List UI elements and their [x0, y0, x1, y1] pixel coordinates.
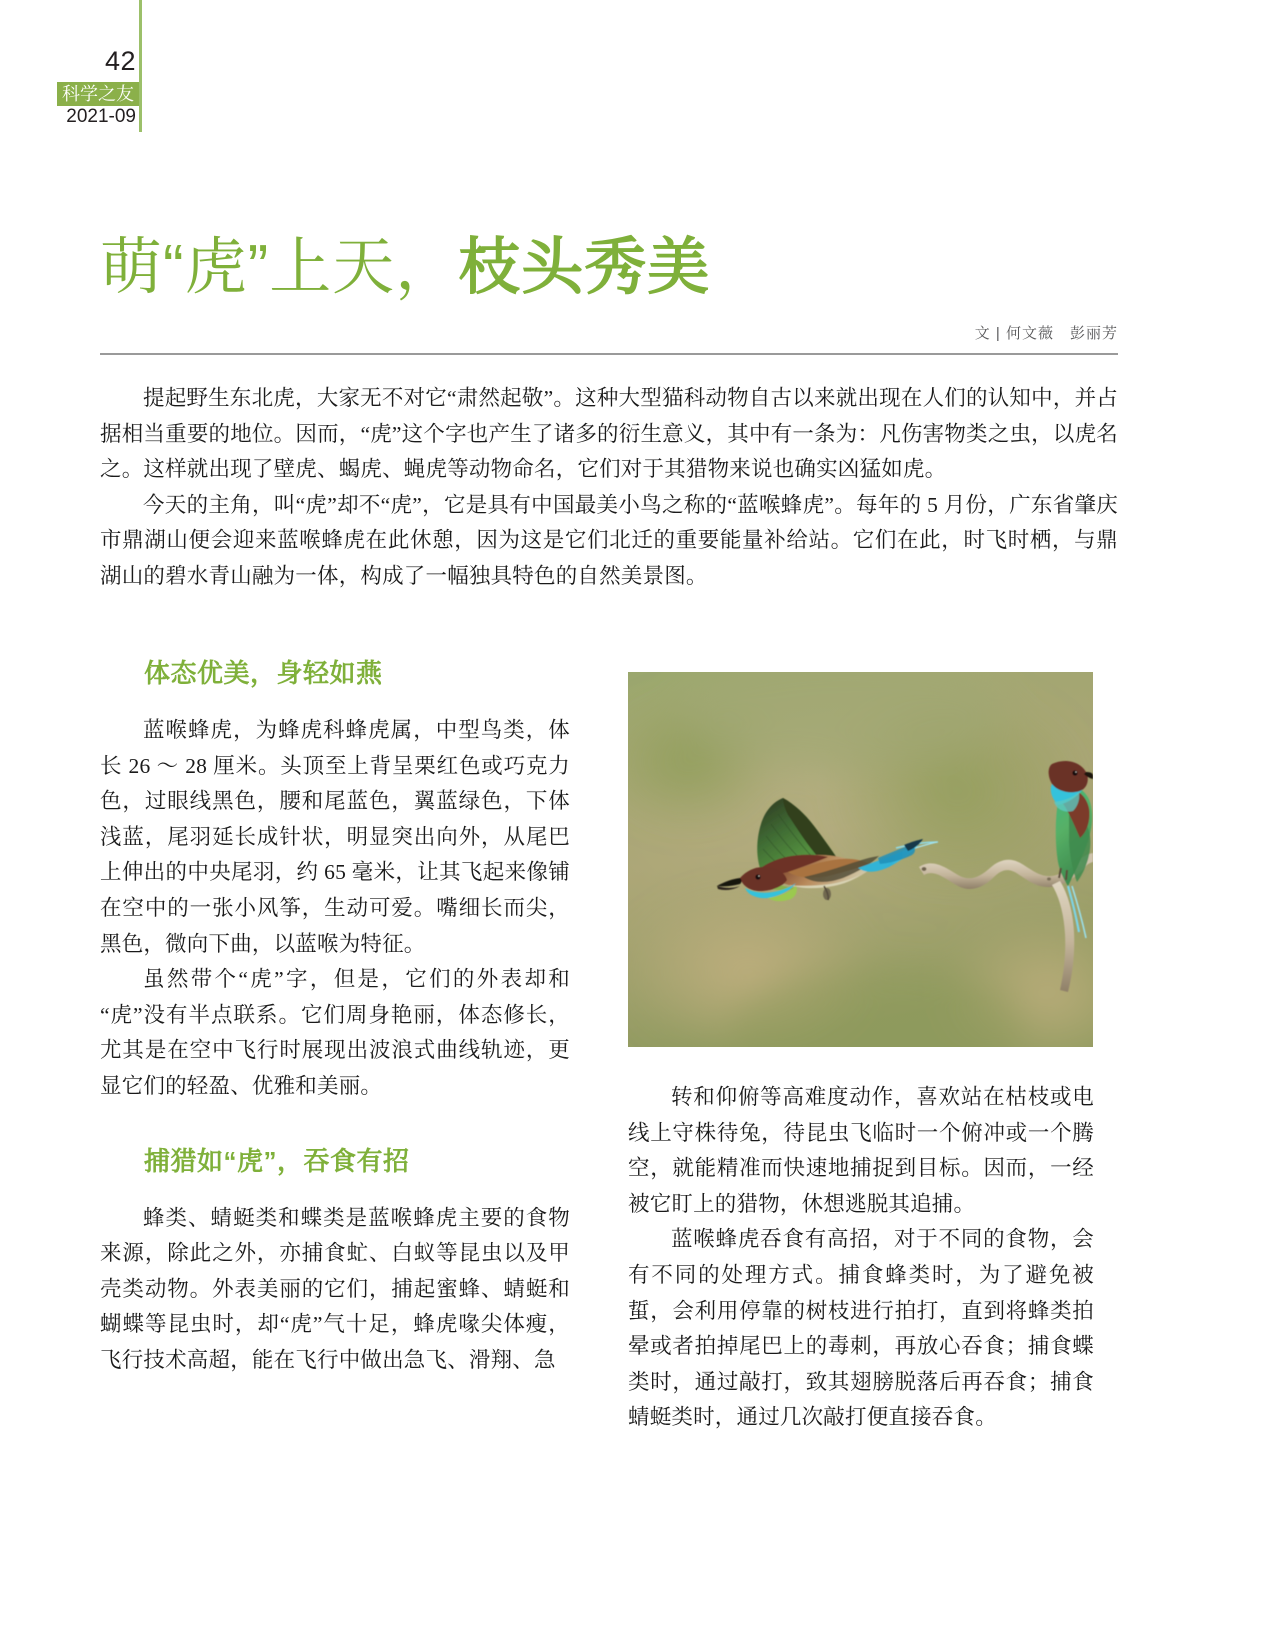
body-paragraph: 蓝喉蜂虎吞食有高招，对于不同的食物，会有不同的处理方式。捕食蜂类时，为了避免被蜇，会利用停靠的树枝进行拍打，直到将蜂类拍晕或者拍掉尾巴上的毒刺，再放心吞食；捕食蝶类时，通过敲打，致其翅膀脱落后再吞食；捕食蜻蜓类时，通过几次敲打便直接吞食。 — [628, 1227, 1094, 1430]
body-paragraph: 转和仰俯等高难度动作，喜欢站在枯枝或电线上守株待兔，待昆虫飞临时一个俯冲或一个腾空，就能精准而快速地捕捉到目标。因而，一经被它盯上的猎物，休想逃脱其追捕。 — [628, 1085, 1094, 1216]
left-column — [100, 655, 570, 1379]
title-part-light: 萌“虎”上天， — [100, 233, 459, 302]
section-heading-2: 捕猎如“虎”，吞食有招 — [144, 1145, 410, 1176]
title-block — [100, 226, 1118, 355]
lede-paragraph: 今天的主角，叫“虎”却不“虎”，它是具有中国最美小鸟之称的“蓝喉蜂虎”。每年的 5 月份，广东省肇庆市鼎湖山便会迎来蓝喉蜂虎在此休憩，因为这是它们北迁的重要能量补给站。它们在此，时飞时栖，与鼎湖山的碧水青山融为一体，构成了一幅独具特色的自然美景图。 — [100, 492, 1118, 588]
body-paragraph: 虽然带个“虎”字，但是，它们的外表却和“虎”没有半点联系。它们周身艳丽，体态修长，尤其是在空中飞行时展现出波浪式曲线轨迹，更显它们的轻盈、优雅和美丽。 — [100, 967, 570, 1098]
section-heading-1: 体态优美，身轻如燕 — [144, 658, 383, 688]
byline: 文 | 何文薇 彭丽芳 — [974, 325, 1118, 342]
article-photo — [628, 672, 1093, 1047]
page-folio — [0, 0, 152, 138]
body-paragraph: 蜂类、蜻蜓类和蝶类是蓝喉蜂虎主要的食物来源，除此之外，亦捕食虻、白蚁等昆虫以及甲壳类动物。外表美丽的它们，捕起蜜蜂、蜻蜓和蝴蝶等昆虫时，却“虎”气十足，蜂虎喙尖体瘦，飞行技术高超，能在飞行中做出急飞、滑翔、急 — [100, 1205, 570, 1372]
page-title — [100, 226, 1118, 310]
issue-date: 2021-09 — [66, 106, 136, 127]
page-number: 42 — [104, 46, 136, 76]
folio-vertical-rule — [139, 0, 142, 132]
bee-eater-photo-illustration — [628, 672, 1093, 1047]
magazine-name-badge: 科学之友 — [57, 82, 139, 106]
lede-section — [100, 381, 1118, 594]
right-column — [628, 1080, 1094, 1436]
body-paragraph: 蓝喉蜂虎，为蜂虎科蜂虎属，中型鸟类，体长 26 ～ 28 厘米。头顶至上背呈栗红色或巧克力色，过眼线黑色，腰和尾蓝色，翼蓝绿色，下体浅蓝，尾羽延长成针状，明显突出向外，从尾巴上伸出的中央尾羽，约 65 毫米，让其飞起来像铺在空中的一张小风筝，生动可爱。嘴细长而尖，黑色，微向下曲，以蓝喉为特征。 — [100, 718, 570, 956]
header-divider — [100, 353, 1118, 355]
title-part-bold: 枝头秀美 — [458, 233, 711, 302]
lede-paragraph: 提起野生东北虎，大家无不对它“肃然起敬”。这种大型猫科动物自古以来就出现在人们的认知中，并占据相当重要的地位。因而，“虎”这个字也产生了诸多的衍生意义，其中有一条为：凡伤害物类之虫，以虎名之。这样就出现了壁虎、蝎虎、蝇虎等动物命名，它们对于其猎物来说也确实凶猛如虎。 — [100, 386, 1118, 481]
